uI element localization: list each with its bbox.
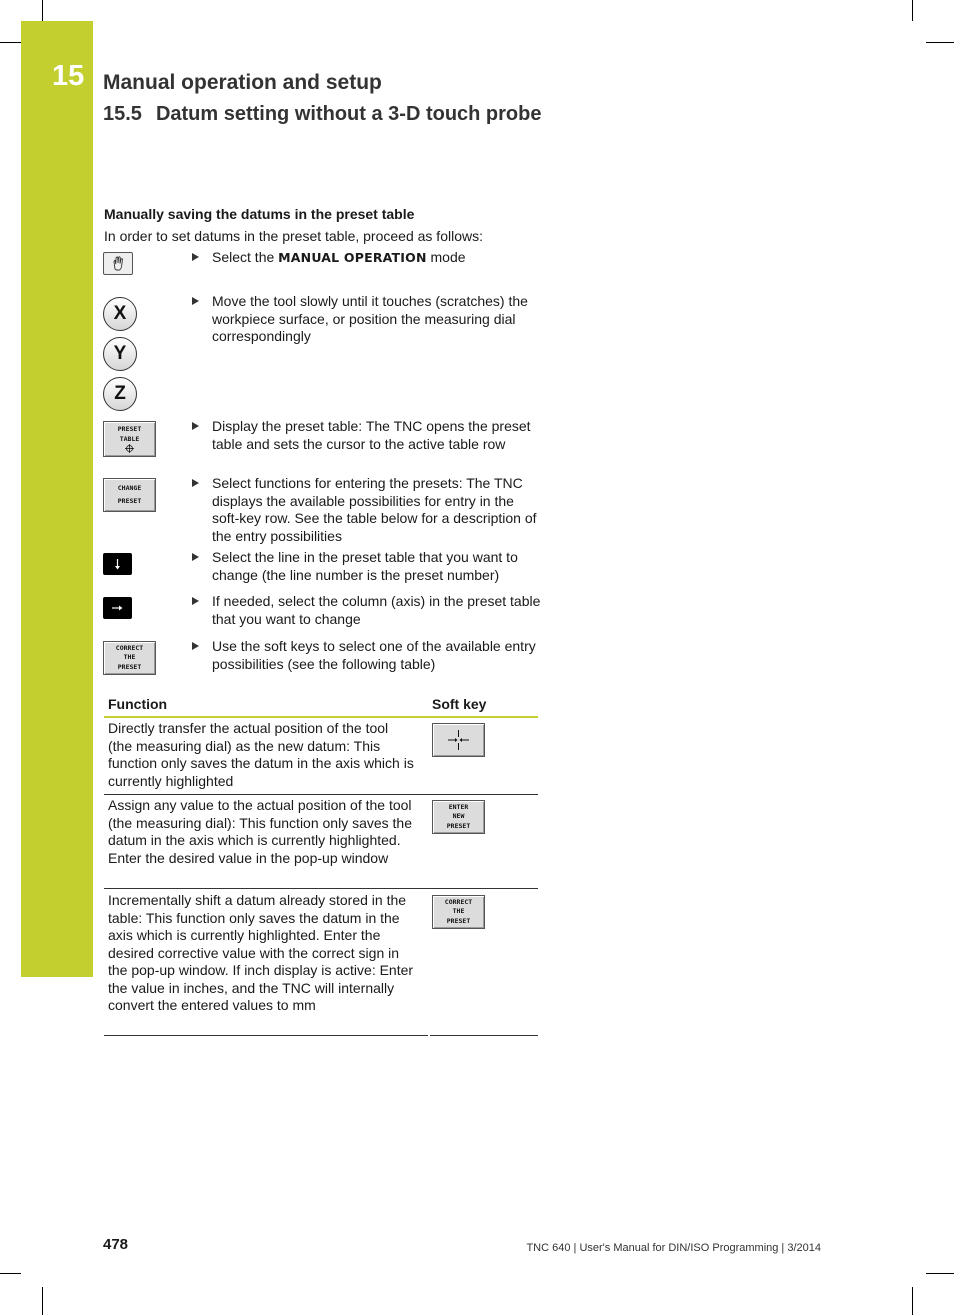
table-row-divider bbox=[104, 794, 538, 795]
bullet-arrow-icon bbox=[192, 422, 199, 430]
step-text: Select functions for entering the presets: The TNC displays the available possibilities for entry in the soft-key row. See the table below for a description of the entry possibilities bbox=[212, 475, 537, 544]
crop-mark bbox=[42, 0, 43, 21]
z-axis-key: Z bbox=[103, 377, 137, 411]
softkey-label: CHANGE bbox=[117, 484, 142, 492]
table-header-function: Function bbox=[108, 696, 168, 712]
softkey-label: CORRECT bbox=[115, 643, 144, 652]
bullet-arrow-icon bbox=[192, 479, 199, 487]
softkey-label: PRESET bbox=[446, 916, 471, 925]
arrow-down-key-icon bbox=[103, 553, 132, 575]
chapter-number: 15 bbox=[52, 60, 85, 92]
datum-icon bbox=[104, 444, 155, 453]
x-axis-key: X bbox=[103, 297, 137, 331]
softkey-label: THE bbox=[452, 907, 465, 916]
step-select-column bbox=[192, 593, 542, 628]
softkey-label: ENTER bbox=[448, 802, 469, 811]
correct-the-preset-softkey bbox=[432, 895, 485, 929]
change-preset-softkey bbox=[103, 478, 156, 512]
correct-preset-softkey bbox=[103, 641, 156, 675]
chapter-title: Manual operation and setup bbox=[103, 71, 382, 94]
crop-mark bbox=[0, 42, 21, 43]
crop-mark bbox=[912, 1287, 913, 1315]
actual-position-datum-softkey bbox=[432, 723, 485, 757]
step-text: If needed, select the column (axis) in the preset table that you want to change bbox=[212, 593, 541, 627]
softkey-label: NEW bbox=[452, 812, 465, 821]
table-row-function: Directly transfer the actual position of the tool (the measuring dial) as the new datum: This function only saves the datum in the axis which is currently highlighted bbox=[108, 720, 414, 789]
softkey-label: PRESET bbox=[117, 496, 142, 505]
step-select-functions bbox=[192, 475, 542, 545]
step-use-softkeys bbox=[192, 638, 542, 673]
table-header-softkey: Soft key bbox=[432, 696, 487, 712]
table-header-divider bbox=[104, 716, 538, 718]
bullet-arrow-icon bbox=[192, 553, 199, 561]
step-move-tool bbox=[192, 293, 542, 346]
softkey-label: THE bbox=[123, 653, 136, 662]
softkey-label: PRESET bbox=[446, 821, 471, 830]
section-title bbox=[103, 103, 541, 126]
crop-mark bbox=[926, 42, 954, 43]
crop-mark bbox=[42, 1287, 43, 1315]
step-text: Select the line in the preset table that you want to change (the line number is the preset number) bbox=[212, 549, 518, 583]
softkey-label: PRESET bbox=[117, 662, 142, 671]
crop-mark bbox=[0, 1273, 21, 1274]
table-row-function: Assign any value to the actual position of the tool (the measuring dial): This function only saves the datum in the axis which is currently highlighted. Enter the desired value in the pop-up window bbox=[108, 797, 413, 866]
section-number: 15.5 bbox=[103, 103, 142, 125]
arrow-right-key-icon bbox=[103, 597, 132, 619]
step-text: Use the soft keys to select one of the available entry possibilities (see the following table) bbox=[212, 638, 536, 672]
chapter-color-bar bbox=[21, 21, 93, 977]
enter-new-preset-softkey bbox=[432, 800, 485, 834]
softkey-label: PRESET bbox=[117, 425, 142, 433]
step-display-preset-table bbox=[192, 418, 542, 453]
bullet-arrow-icon bbox=[192, 597, 199, 605]
table-bottom-rule bbox=[430, 1035, 538, 1036]
section-title-text: Datum setting without a 3-D touch probe bbox=[155, 103, 542, 125]
crosshair-icon bbox=[433, 725, 484, 755]
crop-mark bbox=[912, 0, 913, 21]
bullet-arrow-icon bbox=[192, 253, 199, 261]
bullet-arrow-icon bbox=[192, 297, 199, 305]
step-text: Move the tool slowly until it touches (scratches) the workpiece surface, or position the measuring dial correspondingly bbox=[212, 293, 528, 344]
softkey-label: CORRECT bbox=[444, 897, 473, 906]
intro-text: In order to set datums in the preset table, proceed as follows: bbox=[104, 228, 483, 244]
crop-mark bbox=[926, 1273, 954, 1274]
preset-table-softkey bbox=[103, 421, 156, 457]
step-select-line bbox=[192, 549, 542, 584]
y-axis-key: Y bbox=[103, 337, 137, 371]
manual-operation-key-icon bbox=[103, 252, 133, 275]
table-bottom-rule bbox=[104, 1035, 428, 1036]
footer-text: TNC 640 | User's Manual for DIN/ISO Programming | 3/2014 bbox=[526, 1242, 821, 1254]
step-text: Select the bbox=[212, 249, 279, 265]
bullet-arrow-icon bbox=[192, 642, 199, 650]
step-text: mode bbox=[426, 249, 466, 265]
table-row-divider bbox=[104, 888, 538, 889]
key-name: MANUAL OPERATION bbox=[278, 250, 427, 265]
table-row-function: Incrementally shift a datum already stored in the table: This function only saves the datum in the axis which is currently highlighted. Enter the desired corrective value with the correct sign in the pop-up window. If inch display is active: Enter the value in inches, and the TNC will internally convert the entered values to mm bbox=[108, 892, 414, 1013]
step-select-manual-mode bbox=[192, 249, 542, 267]
step-text: Display the preset table: The TNC opens the preset table and sets the cursor to the active table row bbox=[212, 418, 531, 452]
softkey-label: TABLE bbox=[119, 434, 140, 443]
page-number: 478 bbox=[103, 1236, 129, 1253]
subsection-heading: Manually saving the datums in the preset table bbox=[104, 206, 415, 222]
